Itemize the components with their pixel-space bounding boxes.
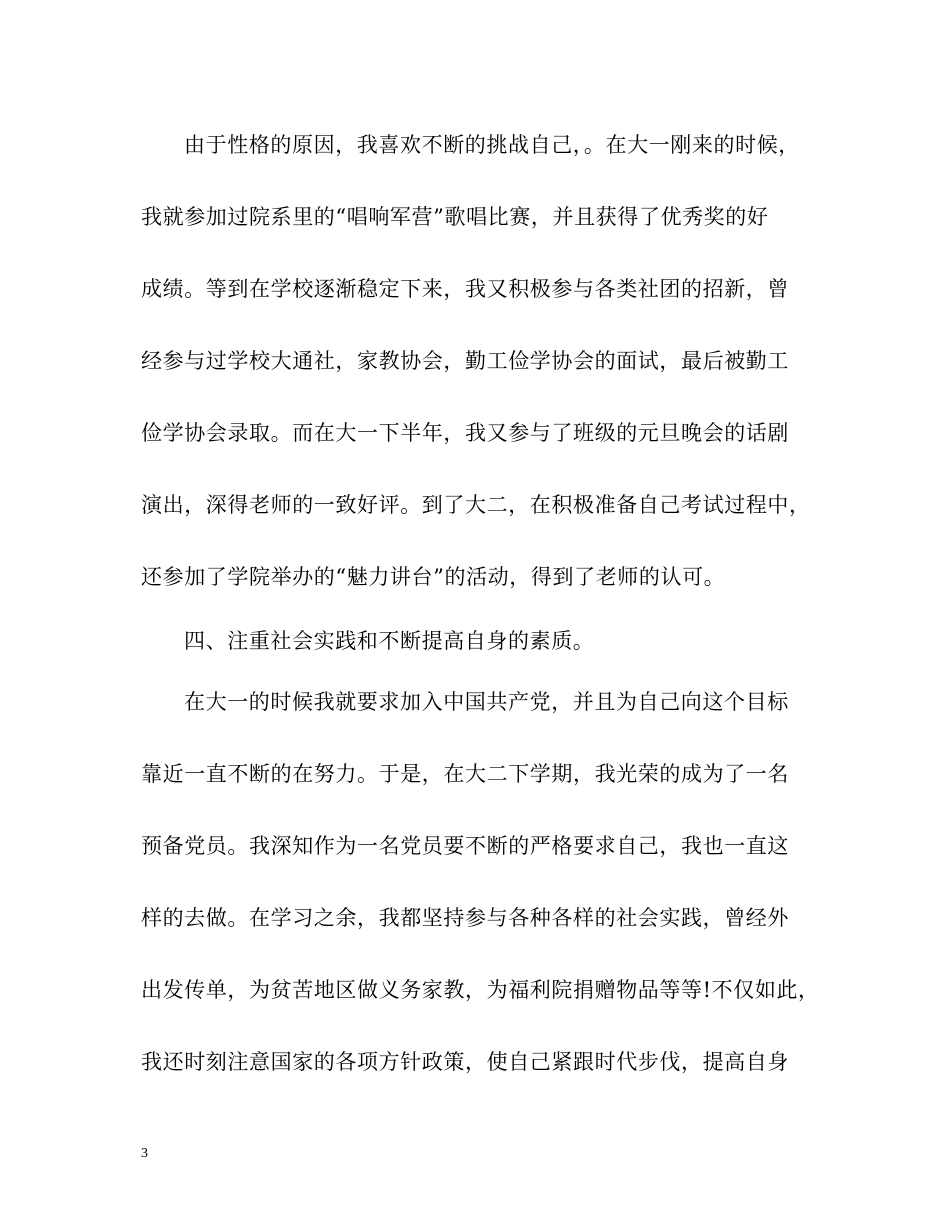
text-line: 成绩。等到在学校逐渐稳定下来，我又积极参与各类社团的招新，曾	[141, 277, 789, 301]
text-line: 还参加了学院举办的“魅力讲台”的活动，得到了老师的认可。	[141, 565, 726, 589]
text-line: 样的去做。在学习之余，我都坚持参与各种各样的社会实践，曾经外	[141, 906, 789, 930]
text-line: 在大一的时候我就要求加入中国共产党，并且为自己向这个目标	[184, 690, 789, 714]
text-line: 我还时刻注意国家的各项方针政策，使自己紧跟时代步伐，提高自身	[141, 1050, 789, 1074]
text-line: 靠近一直不断的在努力。于是，在大二下学期，我光荣的成为了一名	[141, 762, 789, 786]
text-line: 我就参加过院系里的“唱响军营”歌唱比赛，并且获得了优秀奖的好	[141, 205, 769, 229]
text-line: 演出，深得老师的一致好评。到了大二，在积极准备自己考试过程中，	[141, 493, 811, 517]
page-number: 3	[141, 1146, 148, 1161]
text-line: 预备党员。我深知作为一名党员要不断的严格要求自己，我也一直这	[141, 834, 789, 858]
section-heading: 四、注重社会实践和不断提高自身的素质。	[184, 629, 595, 653]
text-line: 俭学协会录取。而在大一下半年，我又参与了班级的元旦晚会的话剧	[141, 421, 789, 445]
text-line: 由于性格的原因，我喜欢不断的挑战自己，。在大一刚来的时候，	[184, 133, 800, 157]
text-line: 出发传单，为贫苦地区做义务家教，为福利院捐赠物品等等!不仅如此，	[141, 978, 820, 1002]
text-line: 经参与过学校大通社，家教协会，勤工俭学协会的面试，最后被勤工	[141, 349, 789, 373]
